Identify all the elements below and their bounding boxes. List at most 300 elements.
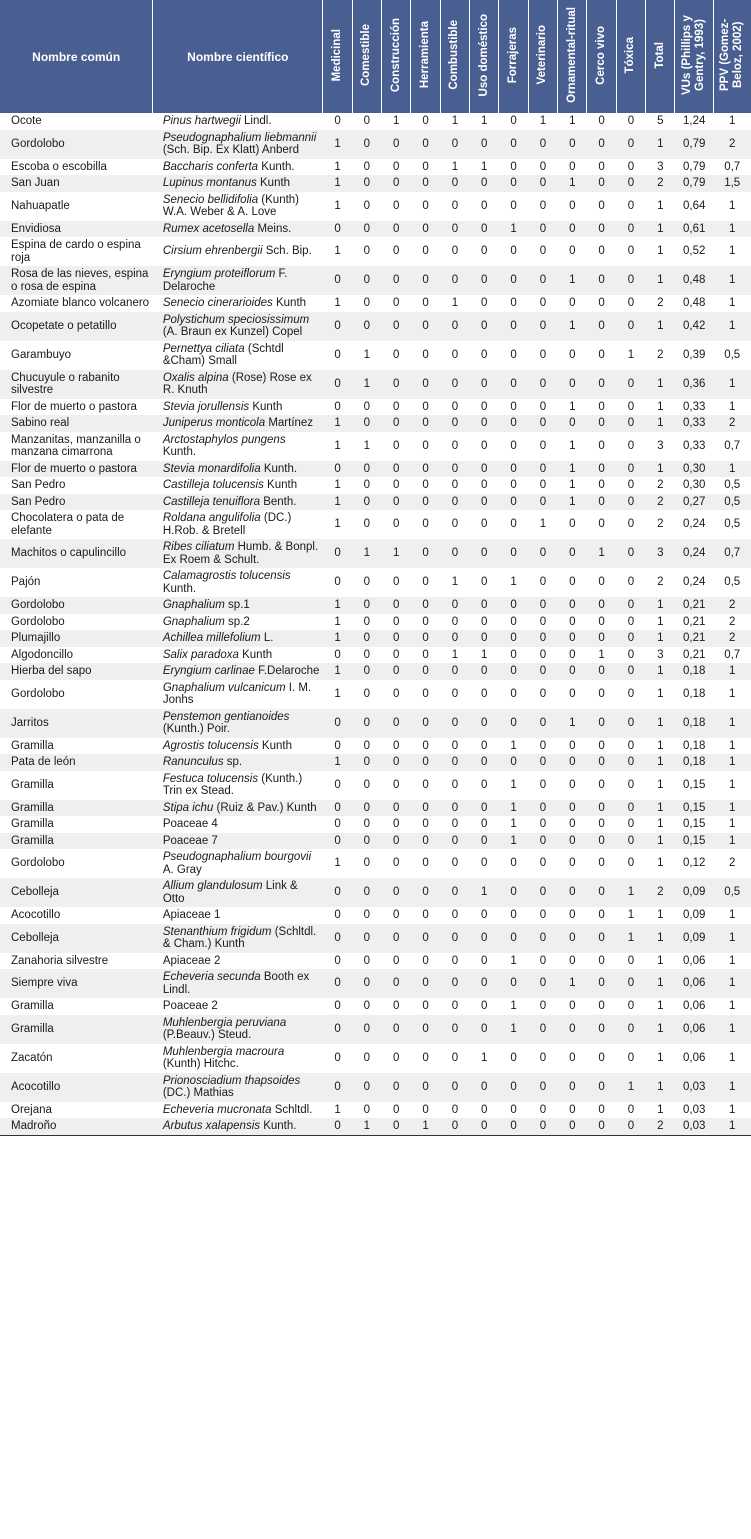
value-cell: 0	[382, 432, 411, 461]
value-cell: 0	[558, 130, 587, 159]
value-cell: 1	[323, 494, 352, 511]
taxon-authority: sp.1	[228, 599, 250, 611]
common-name-cell: Acocotillo	[0, 1073, 153, 1102]
value-cell: 0	[587, 221, 616, 238]
value-cell: 0	[499, 680, 528, 709]
value-cell: 0	[411, 237, 440, 266]
common-name-cell: Plumajillo	[0, 630, 153, 647]
value-cell: 0	[440, 969, 469, 998]
value-cell: 0	[587, 998, 616, 1015]
value-cell: 0	[587, 953, 616, 970]
common-name-cell: Gordolobo	[0, 849, 153, 878]
common-name-cell: Algodoncillo	[0, 647, 153, 664]
table-row	[0, 175, 751, 192]
value-cell: 0	[499, 647, 528, 664]
value-cell: 0	[382, 924, 411, 953]
value-cell: 1	[646, 833, 675, 850]
value-cell: 0	[616, 510, 645, 539]
value-cell: 0	[411, 1073, 440, 1102]
value-cell: 0	[470, 312, 499, 341]
scientific-name-cell	[153, 630, 323, 647]
value-cell: 0	[323, 568, 352, 597]
value-cell: 0	[528, 771, 557, 800]
value-cell: 0	[382, 1102, 411, 1119]
value-cell: 1	[558, 312, 587, 341]
value-cell: 0,06	[675, 969, 713, 998]
value-cell: 0	[616, 477, 645, 494]
value-cell: 0	[440, 998, 469, 1015]
common-name-cell: Zacatón	[0, 1044, 153, 1073]
value-cell: 0	[470, 175, 499, 192]
value-cell: 0	[616, 614, 645, 631]
value-cell: 0	[411, 614, 440, 631]
value-cell: 0	[470, 630, 499, 647]
value-cell: 0	[352, 312, 381, 341]
value-cell: 0	[528, 192, 557, 221]
taxon-authority: (P.Beauv.) Steud.	[162, 1029, 252, 1041]
value-cell: 0	[587, 237, 616, 266]
value-cell: 1	[499, 771, 528, 800]
value-cell: 0	[352, 1015, 381, 1044]
table-row	[0, 237, 751, 266]
value-cell: 0,30	[675, 461, 713, 478]
value-cell: 0	[382, 1015, 411, 1044]
value-cell: 0	[411, 833, 440, 850]
value-cell: 0	[440, 312, 469, 341]
value-cell: 0	[499, 849, 528, 878]
value-cell: 0	[499, 1118, 528, 1135]
table-row	[0, 907, 751, 924]
value-cell: 1	[646, 630, 675, 647]
value-cell: 1	[323, 295, 352, 312]
value-cell: 0	[440, 175, 469, 192]
value-cell: 1,5	[713, 175, 751, 192]
value-cell: 0	[616, 539, 645, 568]
common-name-cell: Flor de muerto o pastora	[0, 399, 153, 416]
value-cell: 1	[323, 415, 352, 432]
taxon-authority: Schltdl.	[274, 1103, 313, 1116]
scientific-name-cell	[153, 432, 323, 461]
value-cell: 0	[382, 341, 411, 370]
value-cell: 0	[352, 1073, 381, 1102]
value-cell: 0	[470, 494, 499, 511]
scientific-name-cell	[153, 1073, 323, 1102]
value-cell: 0	[470, 221, 499, 238]
scientific-name: Castilleja tenuiflora	[162, 495, 260, 508]
scientific-name: Muhlenbergia peruviana	[162, 1016, 287, 1029]
scientific-name-cell	[153, 647, 323, 664]
value-cell: 0	[528, 800, 557, 817]
value-cell: 0	[382, 800, 411, 817]
taxon-authority: (Rose) Rose ex R. Knuth	[162, 371, 312, 396]
value-cell: 0	[411, 738, 440, 755]
value-cell: 1	[646, 399, 675, 416]
common-name-cell: Gramilla	[0, 1015, 153, 1044]
scientific-name-cell	[153, 295, 323, 312]
value-cell: 0	[352, 130, 381, 159]
value-cell: 0	[440, 1015, 469, 1044]
taxon-authority: Poaceae 2	[162, 1000, 218, 1012]
value-cell: 0	[499, 399, 528, 416]
value-cell: 1	[713, 663, 751, 680]
value-cell: 1	[499, 568, 528, 597]
scientific-name: Pernettya ciliata	[162, 342, 245, 355]
value-cell: 0	[587, 295, 616, 312]
value-cell: 0	[440, 754, 469, 771]
value-cell: 0	[616, 709, 645, 738]
value-cell: 0	[470, 953, 499, 970]
value-cell: 0	[587, 816, 616, 833]
scientific-name: Pinus hartwegii	[162, 115, 241, 127]
value-cell: 0	[587, 680, 616, 709]
value-cell: 0,52	[675, 237, 713, 266]
table-row	[0, 680, 751, 709]
scientific-name-cell	[153, 221, 323, 238]
value-cell: 0	[616, 415, 645, 432]
value-cell: 0	[616, 432, 645, 461]
value-cell: 0	[323, 953, 352, 970]
value-cell: 0	[323, 1044, 352, 1073]
table-row	[0, 1044, 751, 1073]
scientific-name-cell	[153, 312, 323, 341]
value-cell: 0,42	[675, 312, 713, 341]
value-cell: 0,12	[675, 849, 713, 878]
value-cell: 0	[470, 1102, 499, 1119]
value-cell: 0	[587, 192, 616, 221]
value-cell: 0	[352, 415, 381, 432]
taxon-authority: sp.2	[228, 615, 250, 628]
value-cell: 1	[558, 399, 587, 416]
scientific-name: Achillea millefolium	[162, 632, 261, 644]
value-cell: 0	[440, 399, 469, 416]
common-name-cell: Gramilla	[0, 998, 153, 1015]
value-cell: 1	[352, 370, 381, 399]
scientific-name: Agrostis tolucensis	[162, 739, 259, 752]
value-cell: 1	[587, 647, 616, 664]
value-cell: 0	[587, 175, 616, 192]
value-cell: 0	[440, 878, 469, 907]
value-cell: 0	[323, 969, 352, 998]
table-row	[0, 1102, 751, 1119]
value-cell: 1	[713, 953, 751, 970]
value-cell: 1	[713, 1102, 751, 1119]
header-veterinario: Veterinario	[528, 0, 557, 113]
value-cell: 0	[440, 130, 469, 159]
taxon-authority: Booth ex Lindl.	[162, 971, 310, 996]
value-cell: 0	[470, 998, 499, 1015]
taxon-authority: Benth.	[263, 495, 297, 508]
value-cell: 0	[323, 800, 352, 817]
value-cell: 1	[470, 647, 499, 664]
value-cell: 0	[470, 461, 499, 478]
value-cell: 0	[616, 663, 645, 680]
value-cell: 0	[558, 630, 587, 647]
value-cell: 0	[558, 878, 587, 907]
value-cell: 0	[528, 1102, 557, 1119]
value-cell: 0,79	[675, 175, 713, 192]
scientific-name-cell	[153, 709, 323, 738]
value-cell: 0	[440, 816, 469, 833]
common-name-cell: Gramilla	[0, 771, 153, 800]
value-cell: 0	[323, 709, 352, 738]
value-cell: 2	[713, 415, 751, 432]
taxon-authority: (Schtdl &Cham) Small	[162, 342, 284, 367]
value-cell: 1	[440, 647, 469, 664]
value-cell: 0	[411, 663, 440, 680]
value-cell: 0,24	[675, 539, 713, 568]
value-cell: 0	[323, 370, 352, 399]
value-cell: 0	[558, 849, 587, 878]
value-cell: 0	[352, 969, 381, 998]
value-cell: 0	[411, 399, 440, 416]
value-cell: 0	[440, 630, 469, 647]
table-row	[0, 1015, 751, 1044]
taxon-authority: Kunth.	[261, 160, 295, 173]
value-cell: 0	[382, 754, 411, 771]
value-cell: 0	[616, 568, 645, 597]
value-cell: 0	[382, 663, 411, 680]
value-cell: 0	[382, 370, 411, 399]
common-name-cell: Gramilla	[0, 800, 153, 817]
value-cell: 0	[440, 539, 469, 568]
value-cell: 0	[528, 878, 557, 907]
value-cell: 0	[411, 709, 440, 738]
value-cell: 0	[528, 341, 557, 370]
value-cell: 0,18	[675, 709, 713, 738]
value-cell: 0	[587, 709, 616, 738]
table-row	[0, 969, 751, 998]
value-cell: 0,27	[675, 494, 713, 511]
value-cell: 0	[528, 1044, 557, 1073]
value-cell: 1	[713, 924, 751, 953]
value-cell: 0	[440, 477, 469, 494]
common-name-cell: Orejana	[0, 1102, 153, 1119]
value-cell: 0	[411, 477, 440, 494]
value-cell: 0	[528, 461, 557, 478]
value-cell: 0	[587, 1044, 616, 1073]
value-cell: 0,15	[675, 816, 713, 833]
value-cell: 0	[528, 597, 557, 614]
scientific-name: Ribes ciliatum	[162, 541, 235, 553]
table-row	[0, 130, 751, 159]
value-cell: 1	[646, 1044, 675, 1073]
value-cell: 0	[411, 878, 440, 907]
scientific-name: Prionosciadium thapsoides	[162, 1074, 301, 1087]
table-row	[0, 341, 751, 370]
value-cell: 0	[440, 341, 469, 370]
taxon-authority: (Ruiz & Pav.) Kunth	[216, 801, 317, 814]
scientific-name-cell	[153, 1044, 323, 1073]
value-cell: 0	[616, 597, 645, 614]
value-cell: 0	[352, 800, 381, 817]
scientific-name: Echeveria secunda	[162, 971, 261, 983]
scientific-name-cell	[153, 399, 323, 416]
header-comestible: Comestible	[352, 0, 381, 113]
value-cell: 0	[470, 738, 499, 755]
value-cell: 1	[323, 237, 352, 266]
common-name-cell: Chucuyule o rabanito silvestre	[0, 370, 153, 399]
value-cell: 1	[499, 738, 528, 755]
value-cell: 0	[382, 1073, 411, 1102]
taxon-authority: I. M. Jonhs	[162, 681, 312, 706]
value-cell: 0	[440, 370, 469, 399]
value-cell: 0	[616, 159, 645, 176]
value-cell: 0	[587, 477, 616, 494]
value-cell: 0	[499, 237, 528, 266]
value-cell: 1	[323, 663, 352, 680]
value-cell: 1	[713, 771, 751, 800]
scientific-name-cell	[153, 175, 323, 192]
value-cell: 0	[323, 924, 352, 953]
value-cell: 0	[470, 432, 499, 461]
value-cell: 1	[713, 237, 751, 266]
value-cell: 1	[352, 1118, 381, 1135]
value-cell: 1	[558, 266, 587, 295]
scientific-name: Juniperus monticola	[162, 417, 266, 429]
common-name-cell: Ocote	[0, 113, 153, 130]
value-cell: 0	[528, 816, 557, 833]
value-cell: 0,61	[675, 221, 713, 238]
value-cell: 1	[646, 415, 675, 432]
value-cell: 1	[499, 800, 528, 817]
value-cell: 1	[646, 738, 675, 755]
value-cell: 0	[411, 295, 440, 312]
value-cell: 0,09	[675, 924, 713, 953]
table-row	[0, 432, 751, 461]
scientific-name: Pseudognaphalium liebmannii	[162, 131, 317, 144]
value-cell: 0	[616, 1102, 645, 1119]
value-cell: 3	[646, 539, 675, 568]
value-cell: 0	[499, 295, 528, 312]
value-cell: 0	[587, 878, 616, 907]
value-cell: 0	[616, 370, 645, 399]
scientific-name: Cirsium ehrenbergii	[162, 245, 263, 258]
value-cell: 0,21	[675, 647, 713, 664]
value-cell: 0	[587, 130, 616, 159]
value-cell: 0	[528, 833, 557, 850]
taxon-authority: Kunth	[260, 177, 291, 189]
scientific-name-cell	[153, 113, 323, 130]
value-cell: 0	[616, 1118, 645, 1135]
value-cell: 0	[528, 969, 557, 998]
value-cell: 0,21	[675, 614, 713, 631]
header-medicinal: Medicinal	[323, 0, 352, 113]
value-cell: 1	[713, 800, 751, 817]
value-cell: 0	[528, 295, 557, 312]
value-cell: 0	[470, 816, 499, 833]
taxon-authority: Apiaceae 1	[162, 909, 221, 921]
value-cell: 0,21	[675, 630, 713, 647]
value-cell: 0	[587, 614, 616, 631]
table-row	[0, 370, 751, 399]
value-cell: 0	[470, 754, 499, 771]
value-cell: 0	[440, 192, 469, 221]
common-name-cell: Pajón	[0, 568, 153, 597]
value-cell: 1	[558, 969, 587, 998]
scientific-name-cell	[153, 568, 323, 597]
value-cell: 0	[470, 1118, 499, 1135]
value-cell: 0	[616, 295, 645, 312]
value-cell: 0	[411, 998, 440, 1015]
value-cell: 0	[587, 399, 616, 416]
scientific-name-cell	[153, 192, 323, 221]
value-cell: 0,06	[675, 998, 713, 1015]
value-cell: 0,18	[675, 754, 713, 771]
scientific-name-cell	[153, 1118, 323, 1135]
value-cell: 0	[616, 266, 645, 295]
value-cell: 0	[528, 663, 557, 680]
value-cell: 0	[323, 1015, 352, 1044]
value-cell: 0,33	[675, 399, 713, 416]
scientific-name: Pseudognaphalium bourgovii	[162, 851, 312, 863]
taxon-authority: Humb. & Bonpl. Ex Roem & Schult.	[162, 541, 319, 566]
value-cell: 0	[411, 221, 440, 238]
value-cell: 0	[440, 1102, 469, 1119]
value-cell: 0	[382, 510, 411, 539]
header-toxica: Tóxica	[616, 0, 645, 113]
value-cell: 0	[616, 175, 645, 192]
value-cell: 0	[440, 415, 469, 432]
value-cell: 0	[323, 539, 352, 568]
value-cell: 1	[646, 130, 675, 159]
value-cell: 0	[499, 614, 528, 631]
taxon-authority: (A. Braun ex Kunzel) Copel	[162, 326, 303, 338]
value-cell: 0	[470, 295, 499, 312]
value-cell: 1	[382, 113, 411, 130]
value-cell: 1	[440, 295, 469, 312]
table-row	[0, 461, 751, 478]
value-cell: 1	[713, 833, 751, 850]
value-cell: 0	[411, 510, 440, 539]
value-cell: 0	[528, 998, 557, 1015]
scientific-name: Festuca tolucensis	[162, 772, 259, 785]
value-cell: 1	[646, 663, 675, 680]
header-construccion: Construcción	[382, 0, 411, 113]
value-cell: 0	[382, 477, 411, 494]
value-cell: 0	[411, 113, 440, 130]
value-cell: 0	[352, 477, 381, 494]
value-cell: 0	[616, 953, 645, 970]
value-cell: 1	[646, 800, 675, 817]
scientific-name-cell	[153, 878, 323, 907]
value-cell: 3	[646, 647, 675, 664]
value-cell: 0	[411, 953, 440, 970]
value-cell: 0	[352, 630, 381, 647]
scientific-name: Baccharis conferta	[162, 160, 259, 173]
table-row	[0, 833, 751, 850]
value-cell: 1	[558, 432, 587, 461]
value-cell: 0	[499, 597, 528, 614]
value-cell: 3	[646, 159, 675, 176]
value-cell: 0	[382, 849, 411, 878]
value-cell: 0	[587, 415, 616, 432]
value-cell: 0	[528, 399, 557, 416]
value-cell: 0,03	[675, 1073, 713, 1102]
value-cell: 1	[470, 113, 499, 130]
taxon-authority: Kunth.	[162, 582, 197, 595]
value-cell: 0	[587, 461, 616, 478]
value-cell: 0	[499, 754, 528, 771]
value-cell: 0	[352, 568, 381, 597]
value-cell: 0	[352, 754, 381, 771]
scientific-name: Gnaphalium	[162, 599, 225, 611]
value-cell: 0	[499, 432, 528, 461]
table-row	[0, 399, 751, 416]
value-cell: 0	[352, 494, 381, 511]
value-cell: 1	[499, 833, 528, 850]
value-cell: 1	[713, 680, 751, 709]
value-cell: 1	[713, 312, 751, 341]
